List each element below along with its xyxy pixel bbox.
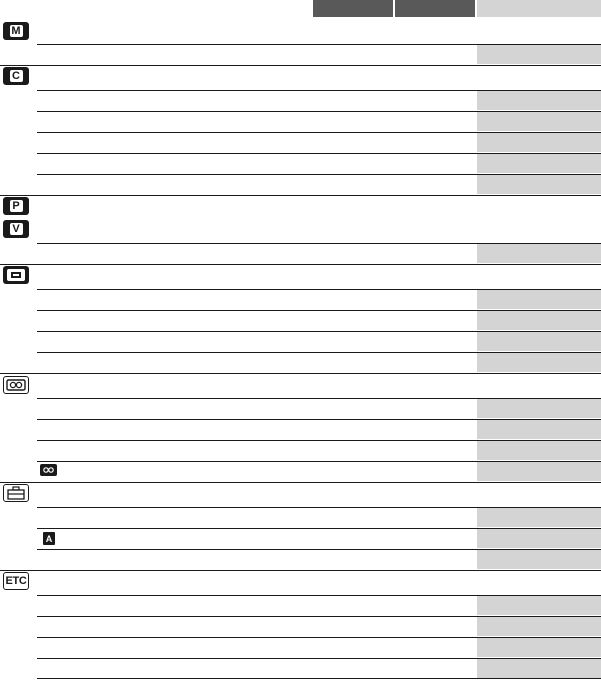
value-cell xyxy=(477,596,601,615)
row-divider xyxy=(37,461,601,462)
value-cell xyxy=(477,659,601,678)
value-cell xyxy=(477,244,601,263)
value-cell xyxy=(477,399,601,418)
value-cell xyxy=(477,508,601,527)
row-divider xyxy=(37,352,601,353)
value-cell xyxy=(477,420,601,439)
value-cell xyxy=(477,154,601,173)
tape-small-glyph xyxy=(42,466,55,474)
value-cell xyxy=(477,638,601,657)
display-setup-icon xyxy=(3,266,29,284)
value-cell xyxy=(477,175,601,194)
camera-mode-icon: C xyxy=(3,67,29,85)
row-divider xyxy=(37,595,601,596)
value-cell xyxy=(477,290,601,309)
value-cell xyxy=(477,91,601,110)
row-divider xyxy=(37,616,601,617)
value-cell xyxy=(477,617,601,636)
row-divider xyxy=(37,678,601,679)
section-divider xyxy=(0,570,601,571)
value-cell xyxy=(477,441,601,460)
row-divider xyxy=(37,289,601,290)
row-divider xyxy=(37,549,601,550)
section-divider xyxy=(0,482,601,483)
video-mode-icon: V xyxy=(3,220,29,238)
program-mode-icon: P xyxy=(3,197,29,215)
tape-small-icon xyxy=(40,464,57,476)
value-cell xyxy=(477,462,601,481)
row-divider xyxy=(37,153,601,154)
value-cell xyxy=(477,45,601,64)
value-cell xyxy=(477,332,601,351)
section-divider xyxy=(0,373,601,374)
tape-glyph xyxy=(6,379,26,391)
row-divider xyxy=(37,310,601,311)
value-cell xyxy=(477,353,601,372)
value-cell xyxy=(477,550,601,569)
value-cell xyxy=(477,529,601,548)
row-divider xyxy=(37,243,601,244)
manual-mode-icon: M xyxy=(3,22,29,40)
row-divider xyxy=(37,419,601,420)
value-cell xyxy=(477,133,601,152)
row-divider xyxy=(37,440,601,441)
etc-icon: ETC xyxy=(3,572,29,590)
row-divider xyxy=(37,331,601,332)
row-divider xyxy=(37,90,601,91)
row-divider xyxy=(37,132,601,133)
section-divider xyxy=(0,65,601,66)
tape-setup-icon xyxy=(3,376,29,394)
toolbox-glyph xyxy=(6,486,26,500)
header-column-2 xyxy=(395,0,475,17)
display-glyph xyxy=(6,268,26,282)
row-divider xyxy=(37,44,601,45)
row-divider xyxy=(37,658,601,659)
value-cell xyxy=(477,112,601,131)
section-divider xyxy=(0,264,601,265)
row-divider xyxy=(37,111,601,112)
row-divider xyxy=(37,398,601,399)
header-column-3 xyxy=(477,0,601,17)
row-divider xyxy=(37,507,601,508)
row-divider xyxy=(37,174,601,175)
row-divider xyxy=(37,637,601,638)
toolbox-setup-icon xyxy=(3,484,29,502)
row-divider xyxy=(37,528,601,529)
header-column-1 xyxy=(313,0,393,17)
section-divider xyxy=(0,195,601,196)
value-cell xyxy=(477,311,601,330)
auto-mode-small-icon: A xyxy=(43,532,55,545)
